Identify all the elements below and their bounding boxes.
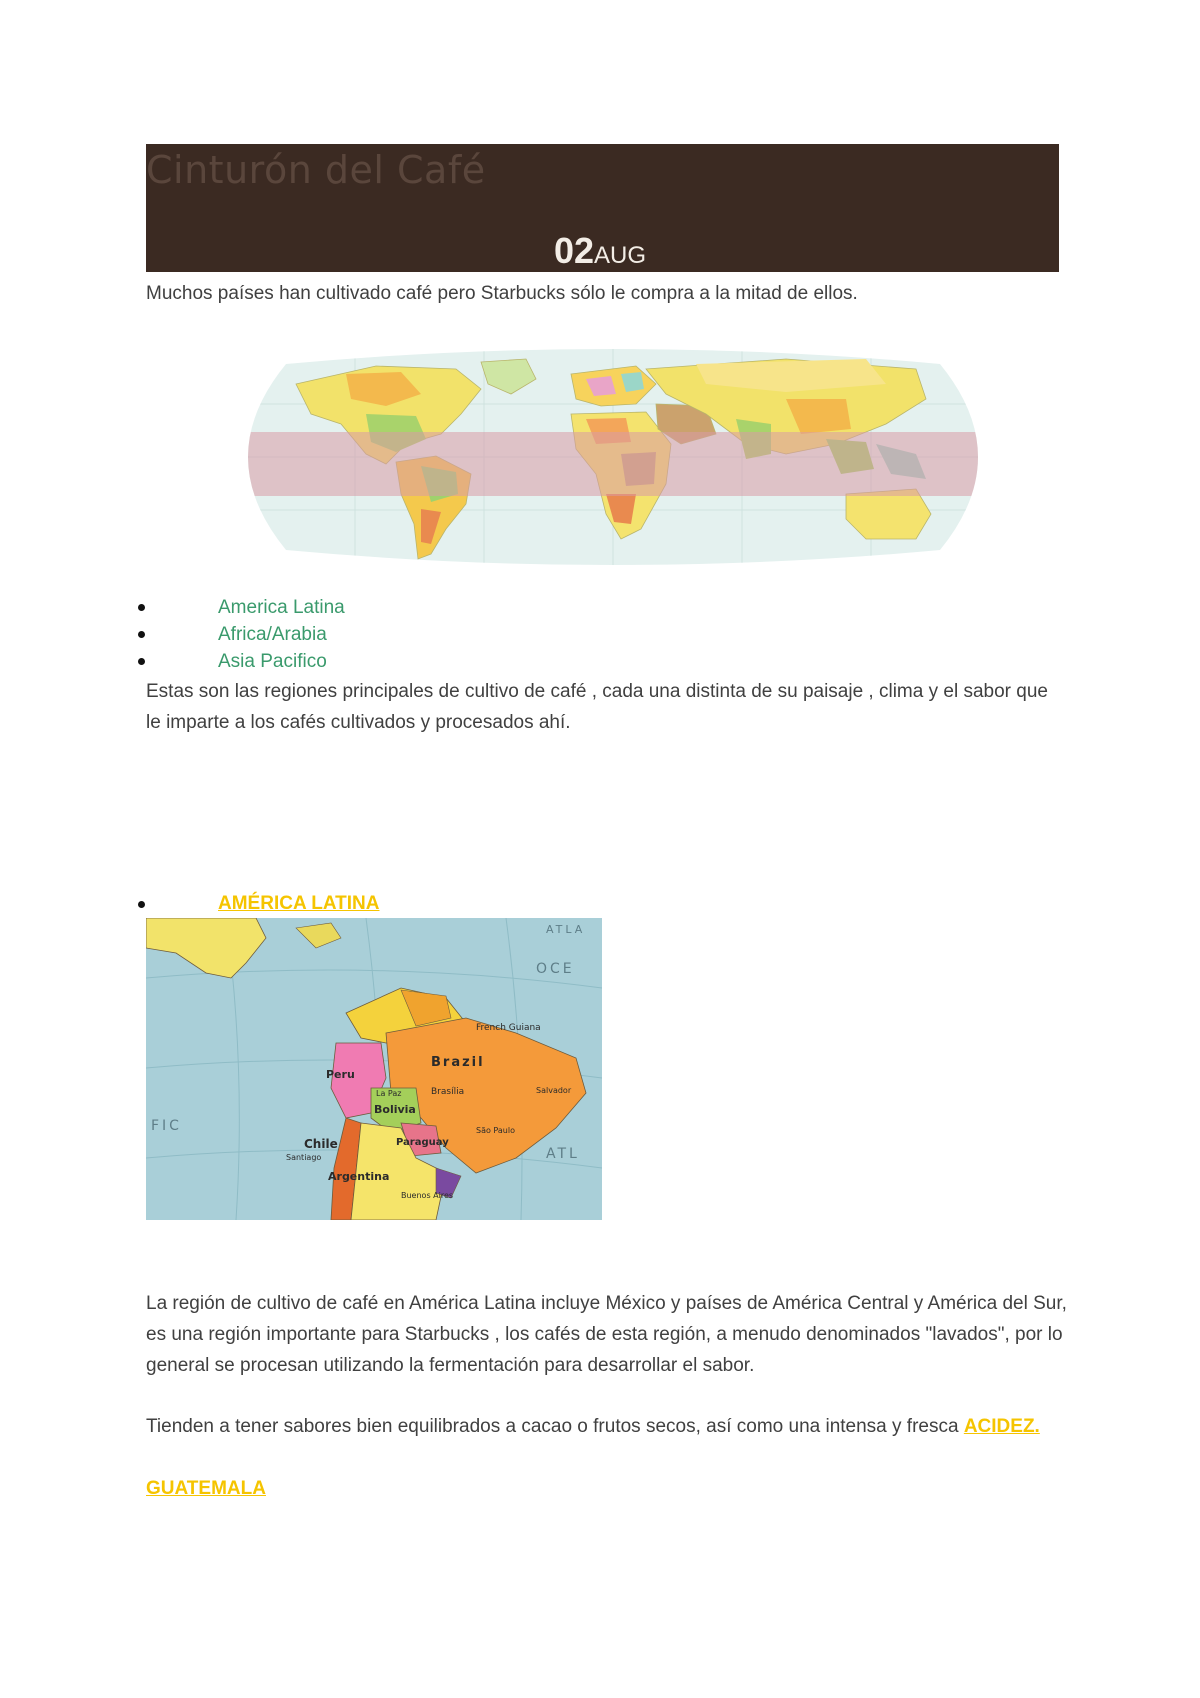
map-label-sao-paulo: São Paulo [476,1126,515,1135]
region-link-africa-arabia[interactable]: Africa/Arabia [218,624,327,645]
latin-america-paragraph: La región de cultivo de café en América Latina incluye México y países de América Central y América del Sur, es una región importante para Starbucks , los cafés de esta región, a menudo denominados "lavados", por lo general se procesan utilizando la fermentación para desarrollar el sabor. [146,1293,1067,1376]
map-label-brasilia: Brasília [431,1087,465,1097]
region-link-asia-pacifico[interactable]: Asia Pacifico [218,651,327,672]
intro-text: Muchos países han cultivado café pero Starbucks sólo le compra a la mitad de ellos. [146,283,858,304]
page-title: Cinturón del Café [146,148,486,192]
map-label-atlantic-top: ATLA [546,923,586,936]
section-heading-bullet [138,890,538,918]
bullet-icon [138,631,145,638]
map-label-brazil: Brazil [431,1055,485,1070]
map-label-ocean-top: OCE [536,961,575,977]
list-item [146,621,746,648]
bullet-icon [138,901,145,908]
map-label-salvador: Salvador [536,1086,572,1095]
bullet-icon [138,658,145,665]
list-item [146,594,746,621]
map-label-argentina: Argentina [328,1170,390,1183]
map-label-ocean-left: FIC [151,1118,182,1134]
flavor-paragraph [146,1411,1076,1442]
world-map-image [226,344,1000,570]
map-label-french-guiana: French Guiana [476,1023,541,1033]
south-america-map-image [146,918,602,1220]
bullet-icon [138,604,145,611]
map-label-santiago: Santiago [286,1153,322,1162]
acidez-link[interactable]: ACIDEZ. [963,1416,1040,1437]
post-date [554,230,646,272]
section-heading-link[interactable]: AMÉRICA LATINA [218,893,380,914]
map-label-paraguay: Paraguay [396,1137,449,1148]
map-label-peru: Peru [326,1068,355,1081]
flavor-text: Tienden a tener sabores bien equilibrados a cacao o frutos secos, así como una intensa y fresca [146,1416,964,1437]
regions-list [146,594,746,675]
list-item [146,648,746,675]
date-month: AUG [594,242,647,269]
guatemala-link[interactable]: GUATEMALA [146,1478,266,1499]
map-label-ocean-right: ATL [546,1146,580,1162]
map-label-buenos-aires: Buenos Aires [401,1191,454,1200]
map-label-la-paz: La Paz [376,1089,402,1098]
regions-description: Estas son las regiones principales de cultivo de café , cada una distinta de su paisaje , clima y el sabor que le imparte a los cafés cultivados y procesados ahí. [146,681,1048,733]
map-label-chile: Chile [304,1137,338,1151]
map-label-bolivia: Bolivia [374,1103,416,1116]
header-banner [146,144,1059,272]
date-day: 02 [554,230,595,271]
region-link-america-latina[interactable]: America Latina [218,597,345,618]
